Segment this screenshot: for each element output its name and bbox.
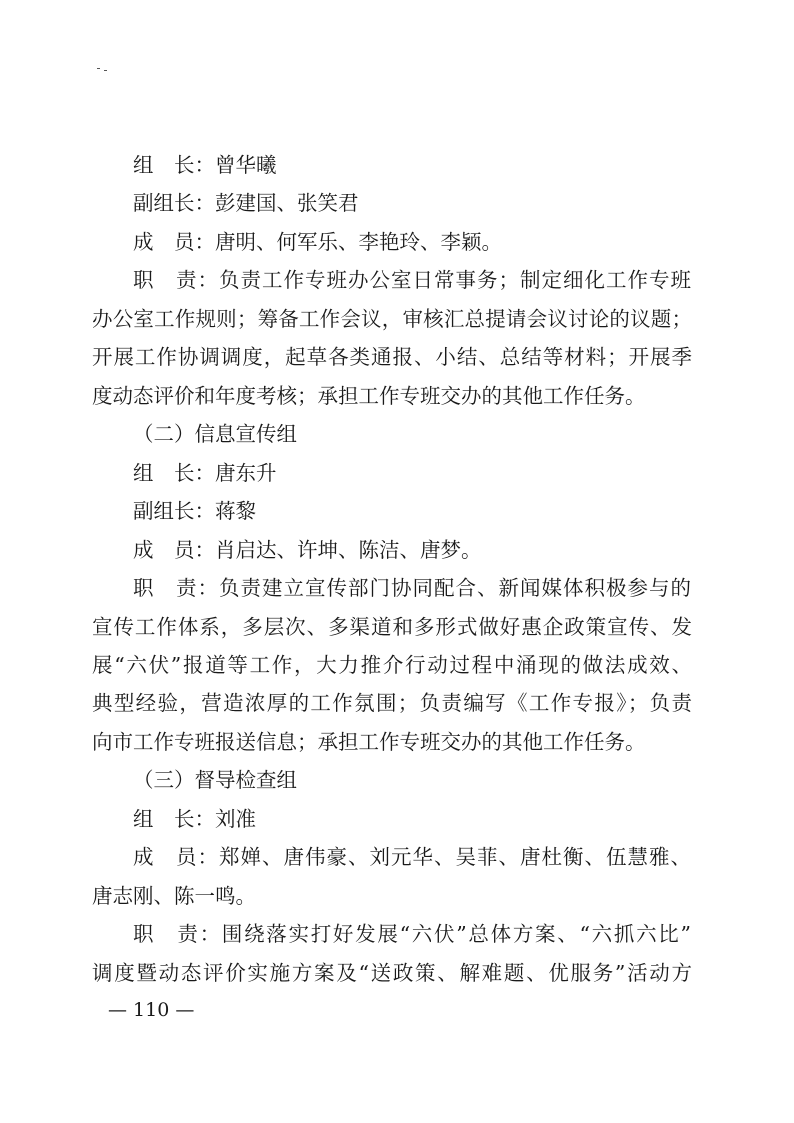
team-leader-line: 组 长：曾华曦	[133, 153, 277, 177]
duties-line: 职 责：负责建立宣传部门协同配合、新闻媒体积极参与的	[133, 576, 691, 600]
duties-line: 办公室工作规则；筹备工作会议，审核汇总提请会议讨论的议题；	[92, 307, 692, 331]
members-line: 唐志刚、陈一鸣。	[92, 884, 256, 908]
duties-line: 职 责：负责工作专班办公室日常事务；制定细化工作专班	[133, 268, 691, 292]
duties-line: 调度暨动态评价实施方案及“送政策、解难题、优服务”活动方	[92, 961, 692, 985]
members-line: 成 员：唐明、何军乐、李艳玲、李颖。	[133, 230, 502, 254]
deputy-leader-line: 副组长：彭建国、张笑君	[133, 191, 359, 215]
duties-line: 开展工作协调调度，起草各类通报、小结、总结等材料；开展季	[92, 345, 692, 369]
page-number: — 110 —	[108, 999, 195, 1021]
scan-speck	[104, 70, 107, 71]
duties-line: 职 责：围绕落实打好发展“六伏”总体方案、“六抓六比”	[133, 922, 691, 946]
duties-line: 向市工作专班报送信息；承担工作专班交办的其他工作任务。	[92, 730, 646, 754]
members-line: 成 员：肖启达、许坤、陈洁、唐梦。	[133, 538, 482, 562]
duties-line: 典型经验，营造浓厚的工作氛围；负责编写《工作专报》；负责	[92, 691, 692, 715]
team-leader-line: 组 长：刘准	[133, 807, 256, 831]
team-leader-line: 组 长：唐东升	[133, 461, 277, 485]
duties-line: 度动态评价和年度考核；承担工作专班交办的其他工作任务。	[92, 384, 646, 408]
deputy-leader-line: 副组长：蒋黎	[133, 499, 256, 523]
section-heading-inspection: （三）督导检查组	[133, 768, 297, 792]
scan-speck	[97, 68, 100, 69]
duties-line: 展“六伏”报道等工作，大力推介行动过程中涌现的做法成效、	[92, 653, 692, 677]
section-heading-info-publicity: （二）信息宣传组	[133, 422, 297, 446]
duties-line: 宣传工作体系，多层次、多渠道和多形式做好惠企政策宣传、发	[92, 615, 692, 639]
members-line: 成 员：郑婵、唐伟豪、刘元华、吴菲、唐杜衡、伍慧雅、	[133, 845, 691, 869]
